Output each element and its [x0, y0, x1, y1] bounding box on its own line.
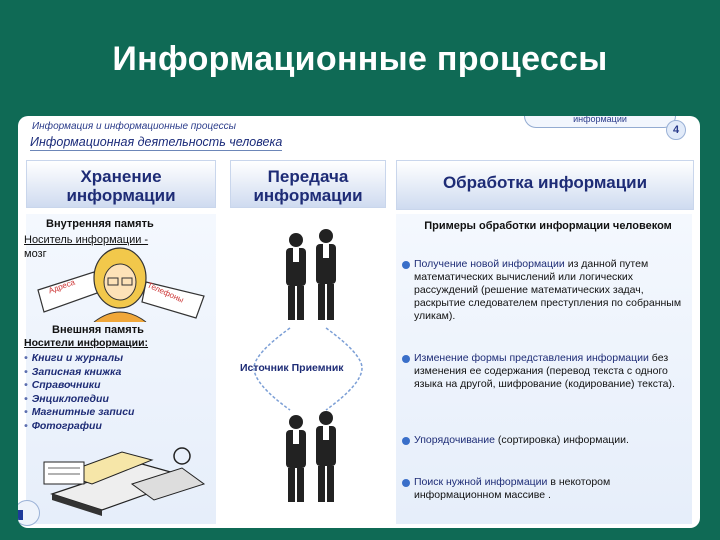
external-media-title: Носители информации: [24, 337, 149, 349]
people-talking-bottom-illustration [272, 410, 352, 506]
address-label: Адреса [47, 277, 77, 296]
media-list [24, 352, 134, 433]
list-item-text: (сортировка) информации. [495, 434, 629, 446]
internal-memory-brain: мозг [24, 248, 47, 260]
list-item-text: из данной путем математических вычислений или логических рассуждений (решение математических задач, раскрытие следователем преступления по собранным уликам). [414, 258, 682, 322]
internal-memory-title: Внутренняя память [46, 218, 154, 230]
list-item [402, 258, 692, 323]
breadcrumb-parent[interactable]: Информация и информационные процессы [32, 121, 236, 132]
books-illustration [32, 434, 210, 516]
bullet-icon [402, 437, 410, 445]
list-item: • Книги и журналы [24, 352, 134, 366]
list-item: • Записная книжка [24, 366, 134, 380]
list-item [402, 434, 692, 447]
list-item: • Фотографии [24, 420, 134, 434]
list-item [402, 476, 692, 502]
list-item: • Справочники [24, 379, 134, 393]
list-item-highlight: Поиск нужной информации [414, 476, 548, 488]
top-tab[interactable]: информации [524, 116, 676, 128]
source-receiver-label: Источник Приемник [240, 362, 344, 374]
list-item-highlight: Изменение формы представления информации [414, 352, 649, 364]
list-item-text: в некотором информационном массиве . [414, 476, 611, 501]
processing-heading: Обработка информации [396, 160, 694, 210]
bullet-icon [402, 355, 410, 363]
external-memory-title: Внешняя память [52, 324, 144, 336]
list-item-highlight: Упорядочивание [414, 434, 496, 446]
bullet-icon [402, 479, 410, 487]
slide-title: Информационные процессы [112, 40, 608, 78]
storage-heading: Хранение информации [26, 160, 216, 208]
page-number-button[interactable]: 4 [666, 120, 686, 140]
list-item-highlight: Получение новой информации [414, 258, 565, 270]
list-item: • Магнитные записи [24, 406, 134, 420]
people-talking-top-illustration [272, 228, 352, 324]
nav-marker [18, 510, 23, 520]
phone-label: Телефоны [145, 280, 186, 305]
breadcrumb-current: Информационная деятельность человека [30, 135, 283, 149]
examples-title: Примеры обработки информации человеком [424, 220, 672, 232]
internal-memory-carrier: Носитель информации - [24, 234, 149, 246]
list-item-text: без изменения ее содержания (перевод текста с одного языка на другой, шифрование (кодирование) текста). [414, 352, 675, 390]
bullet-icon [402, 261, 410, 269]
content-panel [18, 116, 700, 528]
transfer-heading: Передача информации [230, 160, 386, 208]
list-item [402, 352, 692, 391]
list-item: • Энциклопедии [24, 393, 134, 407]
